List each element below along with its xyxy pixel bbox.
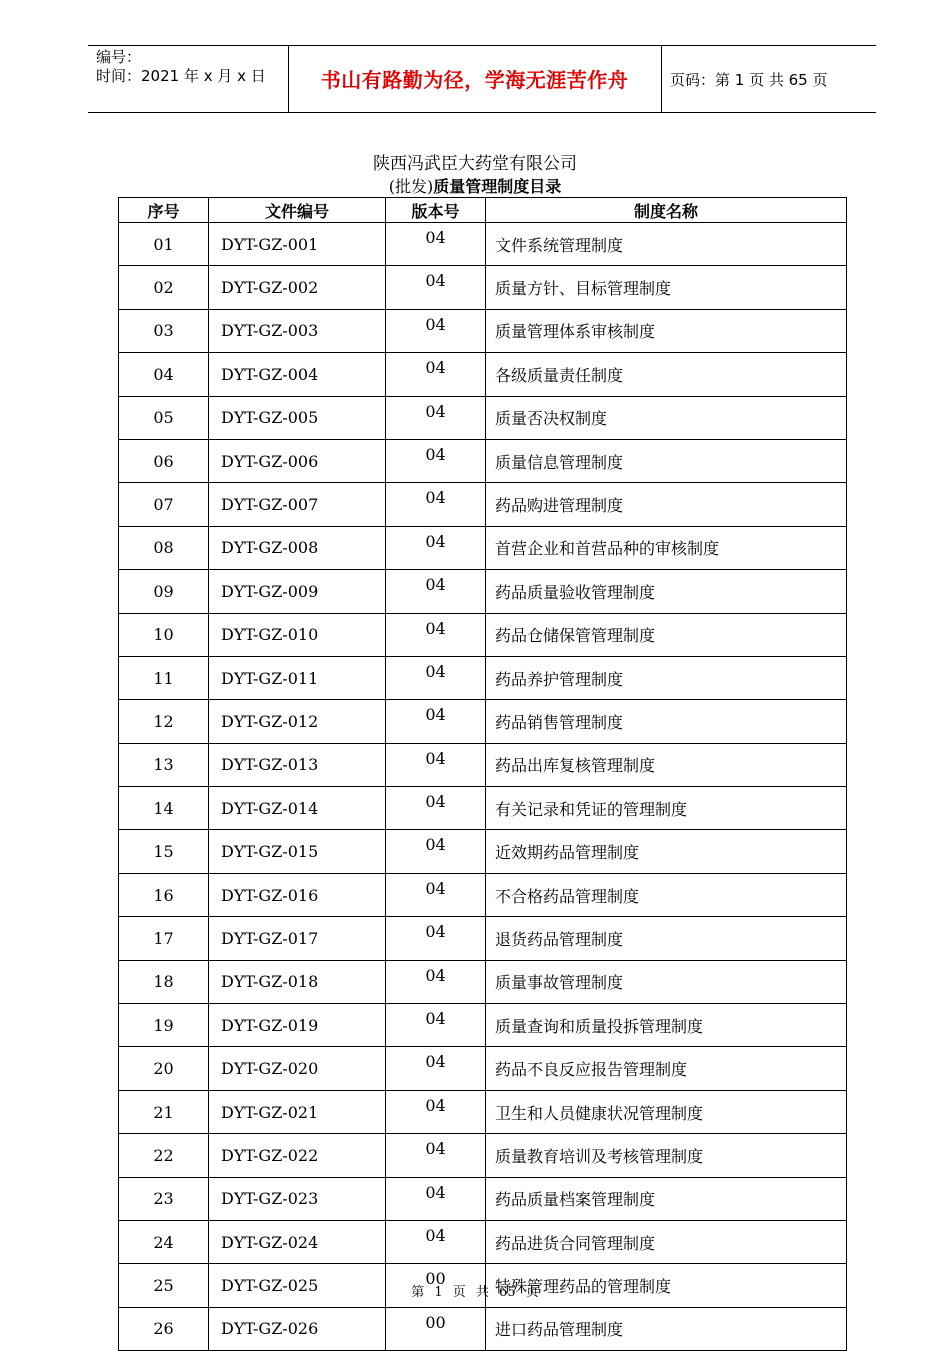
cell-version: 04 bbox=[386, 830, 486, 873]
header-number-label: 编号： bbox=[96, 48, 142, 66]
cell-seq: 18 bbox=[119, 960, 209, 1003]
cell-seq: 06 bbox=[119, 439, 209, 482]
table-row bbox=[119, 613, 847, 656]
cell-version: 04 bbox=[386, 917, 486, 960]
cell-version: 00 bbox=[386, 1307, 486, 1350]
cell-seq: 13 bbox=[119, 743, 209, 786]
cell-code: DYT-GZ-008 bbox=[209, 526, 386, 569]
header-top-rule bbox=[88, 45, 876, 46]
cell-version: 04 bbox=[386, 873, 486, 916]
cell-seq: 15 bbox=[119, 830, 209, 873]
cell-code: DYT-GZ-006 bbox=[209, 439, 386, 482]
cell-name: 药品不良反应报告管理制度 bbox=[486, 1047, 847, 1090]
table-row bbox=[119, 873, 847, 916]
header-time-label: 时间：2021 年 x 月 x 日 bbox=[96, 67, 266, 85]
cell-code: DYT-GZ-002 bbox=[209, 266, 386, 309]
cell-code: DYT-GZ-014 bbox=[209, 787, 386, 830]
cell-version: 04 bbox=[386, 526, 486, 569]
cell-name: 首营企业和首营品种的审核制度 bbox=[486, 526, 847, 569]
table-row bbox=[119, 483, 847, 526]
header-bottom-rule bbox=[88, 112, 876, 113]
cell-seq: 23 bbox=[119, 1177, 209, 1220]
cell-name: 药品养护管理制度 bbox=[486, 656, 847, 699]
header-name: 制度名称 bbox=[486, 198, 847, 223]
cell-name: 卫生和人员健康状况管理制度 bbox=[486, 1090, 847, 1133]
cell-code: DYT-GZ-022 bbox=[209, 1134, 386, 1177]
table-body bbox=[119, 223, 847, 1351]
table-row bbox=[119, 1004, 847, 1047]
table-row bbox=[119, 266, 847, 309]
cell-code: DYT-GZ-003 bbox=[209, 309, 386, 352]
cell-seq: 01 bbox=[119, 223, 209, 266]
cell-seq: 12 bbox=[119, 700, 209, 743]
cell-version: 04 bbox=[386, 1177, 486, 1220]
cell-seq: 04 bbox=[119, 353, 209, 396]
cell-name: 文件系统管理制度 bbox=[486, 223, 847, 266]
cell-name: 质量信息管理制度 bbox=[486, 439, 847, 482]
cell-code: DYT-GZ-018 bbox=[209, 960, 386, 1003]
cell-code: DYT-GZ-012 bbox=[209, 700, 386, 743]
cell-name: 质量方针、目标管理制度 bbox=[486, 266, 847, 309]
cell-code: DYT-GZ-016 bbox=[209, 873, 386, 916]
cell-name: 各级质量责任制度 bbox=[486, 353, 847, 396]
cell-name: 不合格药品管理制度 bbox=[486, 873, 847, 916]
cell-name: 药品进货合同管理制度 bbox=[486, 1220, 847, 1263]
table-row bbox=[119, 1307, 847, 1350]
cell-name: 药品购进管理制度 bbox=[486, 483, 847, 526]
cell-code: DYT-GZ-021 bbox=[209, 1090, 386, 1133]
regulation-index-table bbox=[118, 197, 847, 1351]
table-row bbox=[119, 570, 847, 613]
cell-version: 04 bbox=[386, 483, 486, 526]
cell-seq: 26 bbox=[119, 1307, 209, 1350]
cell-code: DYT-GZ-017 bbox=[209, 917, 386, 960]
table-row bbox=[119, 223, 847, 266]
cell-seq: 07 bbox=[119, 483, 209, 526]
table-row bbox=[119, 917, 847, 960]
cell-seq: 21 bbox=[119, 1090, 209, 1133]
cell-name: 有关记录和凭证的管理制度 bbox=[486, 787, 847, 830]
cell-code: DYT-GZ-019 bbox=[209, 1004, 386, 1047]
header-motto: 书山有路勤为径，学海无涯苦作舟 bbox=[320, 68, 629, 92]
subtitle-main: 质量管理制度目录 bbox=[433, 177, 562, 196]
table-row bbox=[119, 1047, 847, 1090]
cell-code: DYT-GZ-001 bbox=[209, 223, 386, 266]
table-row bbox=[119, 1134, 847, 1177]
cell-seq: 02 bbox=[119, 266, 209, 309]
table-row bbox=[119, 787, 847, 830]
cell-name: 质量查询和质量投拆管理制度 bbox=[486, 1004, 847, 1047]
table-row bbox=[119, 396, 847, 439]
header-code: 文件编号 bbox=[209, 198, 386, 223]
cell-seq: 25 bbox=[119, 1264, 209, 1307]
cell-seq: 17 bbox=[119, 917, 209, 960]
cell-seq: 11 bbox=[119, 656, 209, 699]
cell-version: 04 bbox=[386, 223, 486, 266]
cell-seq: 14 bbox=[119, 787, 209, 830]
cell-version: 04 bbox=[386, 787, 486, 830]
company-title: 陕西冯武臣大药堂有限公司 bbox=[373, 154, 577, 174]
cell-seq: 03 bbox=[119, 309, 209, 352]
cell-version: 04 bbox=[386, 656, 486, 699]
document-subtitle bbox=[0, 174, 950, 197]
footer-page-number: 第 1 页 共 65 页 bbox=[411, 1285, 539, 1300]
cell-code: DYT-GZ-007 bbox=[209, 483, 386, 526]
table-row bbox=[119, 960, 847, 1003]
cell-version: 04 bbox=[386, 353, 486, 396]
table-row bbox=[119, 1220, 847, 1263]
cell-name: 质量教育培训及考核管理制度 bbox=[486, 1134, 847, 1177]
cell-version: 04 bbox=[386, 1220, 486, 1263]
cell-name: 药品出库复核管理制度 bbox=[486, 743, 847, 786]
cell-code: DYT-GZ-020 bbox=[209, 1047, 386, 1090]
cell-code: DYT-GZ-009 bbox=[209, 570, 386, 613]
cell-version: 04 bbox=[386, 266, 486, 309]
table-row bbox=[119, 526, 847, 569]
cell-name: 退货药品管理制度 bbox=[486, 917, 847, 960]
cell-name: 药品质量验收管理制度 bbox=[486, 570, 847, 613]
cell-code: DYT-GZ-011 bbox=[209, 656, 386, 699]
cell-code: DYT-GZ-010 bbox=[209, 613, 386, 656]
cell-code: DYT-GZ-023 bbox=[209, 1177, 386, 1220]
cell-seq: 19 bbox=[119, 1004, 209, 1047]
cell-version: 04 bbox=[386, 1090, 486, 1133]
header-seq: 序号 bbox=[119, 198, 209, 223]
cell-seq: 10 bbox=[119, 613, 209, 656]
table-row bbox=[119, 439, 847, 482]
cell-name: 质量管理体系审核制度 bbox=[486, 309, 847, 352]
cell-name: 药品质量档案管理制度 bbox=[486, 1177, 847, 1220]
cell-seq: 24 bbox=[119, 1220, 209, 1263]
cell-name: 质量事故管理制度 bbox=[486, 960, 847, 1003]
table-row bbox=[119, 353, 847, 396]
cell-version: 04 bbox=[386, 1004, 486, 1047]
cell-name: 特殊管理药品的管理制度 bbox=[486, 1264, 847, 1307]
table-row bbox=[119, 309, 847, 352]
cell-version: 04 bbox=[386, 743, 486, 786]
subtitle-prefix: (批发) bbox=[388, 177, 434, 196]
cell-code: DYT-GZ-005 bbox=[209, 396, 386, 439]
cell-version: 00 bbox=[386, 1264, 486, 1307]
cell-version: 04 bbox=[386, 309, 486, 352]
cell-version: 04 bbox=[386, 570, 486, 613]
header-divider-right bbox=[661, 45, 662, 112]
cell-version: 04 bbox=[386, 396, 486, 439]
cell-seq: 20 bbox=[119, 1047, 209, 1090]
cell-name: 药品仓储保管管理制度 bbox=[486, 613, 847, 656]
cell-name: 进口药品管理制度 bbox=[486, 1307, 847, 1350]
cell-seq: 22 bbox=[119, 1134, 209, 1177]
header-version: 版本号 bbox=[386, 198, 486, 223]
header-page-info: 页码：第 1 页 共 65 页 bbox=[670, 71, 828, 89]
cell-code: DYT-GZ-004 bbox=[209, 353, 386, 396]
table-row bbox=[119, 700, 847, 743]
cell-version: 04 bbox=[386, 1134, 486, 1177]
cell-seq: 08 bbox=[119, 526, 209, 569]
cell-seq: 05 bbox=[119, 396, 209, 439]
cell-seq: 09 bbox=[119, 570, 209, 613]
cell-version: 04 bbox=[386, 700, 486, 743]
cell-code: DYT-GZ-024 bbox=[209, 1220, 386, 1263]
cell-version: 04 bbox=[386, 439, 486, 482]
cell-name: 近效期药品管理制度 bbox=[486, 830, 847, 873]
table-row bbox=[119, 743, 847, 786]
cell-code: DYT-GZ-015 bbox=[209, 830, 386, 873]
table-header-row bbox=[119, 198, 847, 223]
table-row bbox=[119, 830, 847, 873]
table-row bbox=[119, 1177, 847, 1220]
cell-version: 04 bbox=[386, 960, 486, 1003]
cell-code: DYT-GZ-013 bbox=[209, 743, 386, 786]
cell-code: DYT-GZ-025 bbox=[209, 1264, 386, 1307]
cell-seq: 16 bbox=[119, 873, 209, 916]
cell-version: 04 bbox=[386, 613, 486, 656]
table-row bbox=[119, 1090, 847, 1133]
cell-code: DYT-GZ-026 bbox=[209, 1307, 386, 1350]
table-row bbox=[119, 656, 847, 699]
cell-name: 药品销售管理制度 bbox=[486, 700, 847, 743]
cell-name: 质量否决权制度 bbox=[486, 396, 847, 439]
cell-version: 04 bbox=[386, 1047, 486, 1090]
